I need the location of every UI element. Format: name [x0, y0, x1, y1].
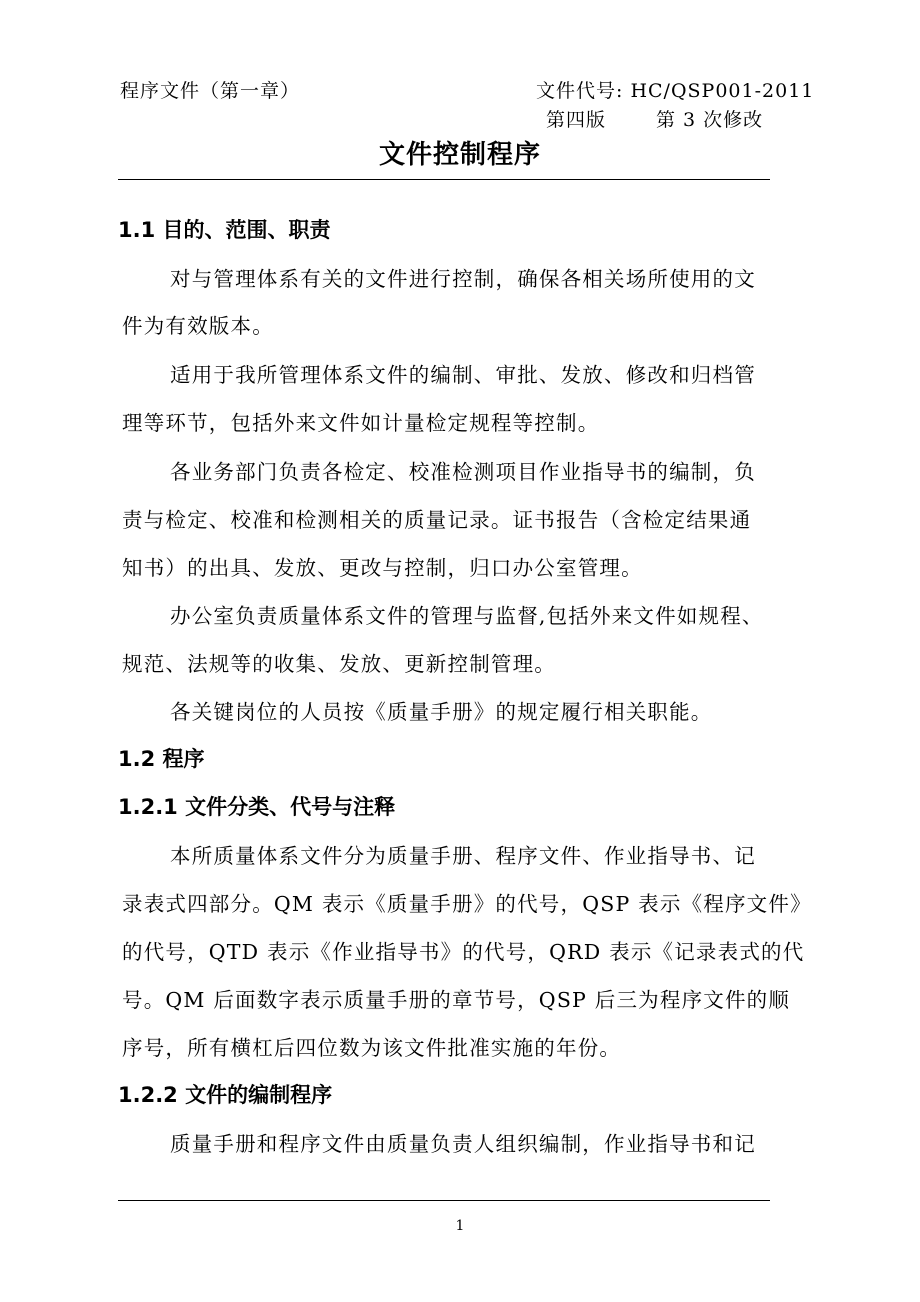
paragraph-line: 各关键岗位的人员按《质量手册》的规定履行相关职能。: [170, 700, 713, 724]
paragraph-line: 知书）的出具、发放、更改与控制，归口办公室管理。: [122, 556, 643, 580]
page-number: 1: [455, 1218, 465, 1234]
paragraph-line: 序号，所有横杠后四位数为该文件批准实施的年份。: [122, 1036, 622, 1060]
section-heading-1-1: 1.1 目的、范围、职责: [118, 218, 331, 242]
paragraph-line: 对与管理体系有关的文件进行控制，确保各相关场所使用的文: [170, 267, 756, 291]
paragraph-line: 适用于我所管理体系文件的编制、审批、发放、修改和归档管: [170, 363, 756, 387]
footer-divider: [118, 1200, 770, 1201]
paragraph-line: 理等环节，包括外来文件如计量检定规程等控制。: [122, 411, 600, 435]
header-divider: [118, 179, 770, 180]
header-chapter: 程序文件（第一章）: [120, 80, 301, 102]
header-doc-code: 文件代号: HC/QSP001-2011: [536, 80, 815, 102]
section-heading-1-2-2: 1.2.2 文件的编制程序: [118, 1083, 333, 1107]
paragraph-line: 办公室负责质量体系文件的管理与监督,包括外来文件如规程、: [170, 604, 764, 628]
paragraph-line: 录表式四部分。QM 表示《质量手册》的代号，QSP 表示《程序文件》: [122, 892, 812, 916]
header-revision: 第 3 次修改: [656, 109, 764, 131]
paragraph-line: 件为有效版本。: [122, 314, 274, 338]
paragraph-line: 责与检定、校准和检测相关的质量记录。证书报告（含检定结果通: [122, 508, 752, 532]
paragraph-line: 质量手册和程序文件由质量负责人组织编制，作业指导书和记: [170, 1132, 756, 1156]
section-heading-1-2-1: 1.2.1 文件分类、代号与注释: [118, 795, 396, 819]
page-title: 文件控制程序: [378, 140, 541, 170]
header-edition: 第四版: [546, 109, 607, 131]
paragraph-line: 规范、法规等的收集、发放、更新控制管理。: [122, 652, 556, 676]
paragraph-line: 的代号，QTD 表示《作业指导书》的代号，QRD 表示《记录表式的代: [122, 940, 805, 964]
paragraph-line: 本所质量体系文件分为质量手册、程序文件、作业指导书、记: [170, 844, 756, 868]
paragraph-line: 号。QM 后面数字表示质量手册的章节号，QSP 后三为程序文件的顺: [122, 988, 791, 1012]
paragraph-line: 各业务部门负责各检定、校准检测项目作业指导书的编制，负: [170, 460, 756, 484]
section-heading-1-2: 1.2 程序: [118, 747, 205, 771]
